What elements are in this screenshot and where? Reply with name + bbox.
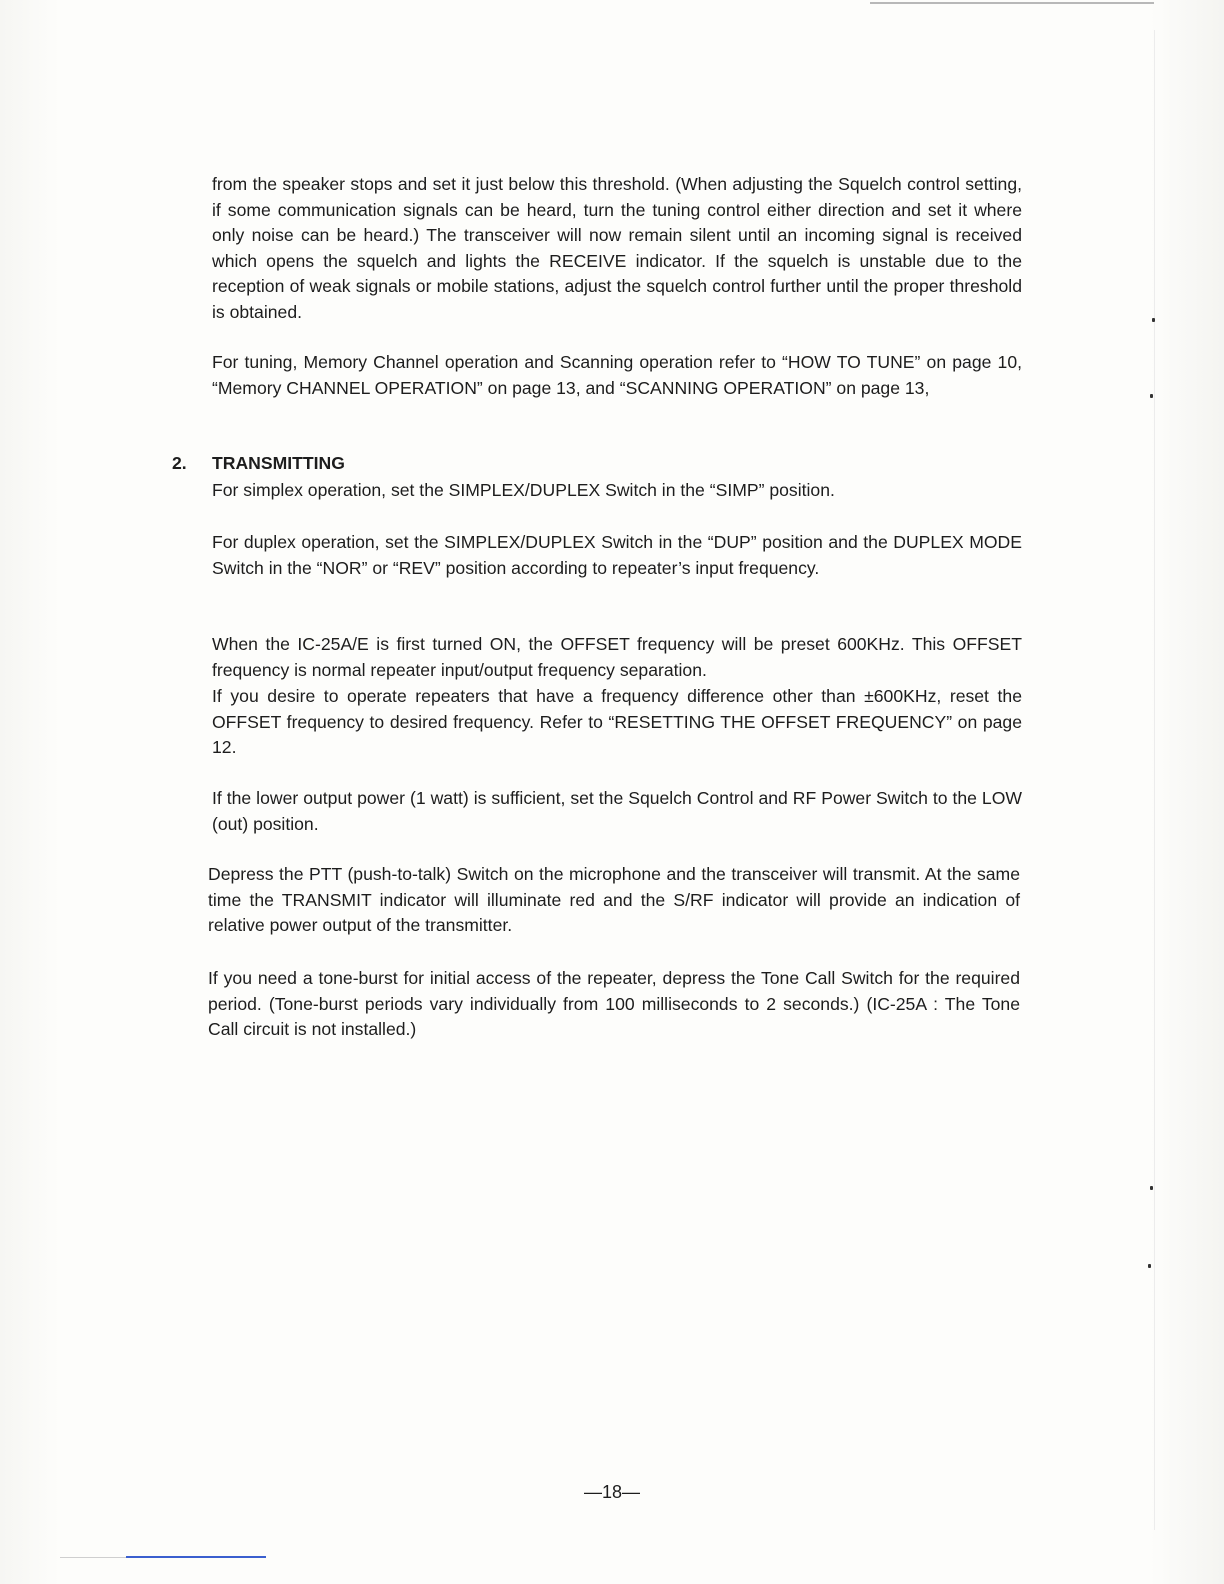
paragraph-ptt-transmit: Depress the PTT (push-to-talk) Switch on the microphone and the transceiver will transmit. At the same time the TRANSMIT indicator will illuminate red and the S/RF indicator will provide an indication of relative power output of the transmitter.: [208, 864, 1020, 936]
paragraph-tone-burst: If you need a tone-burst for initial access of the repeater, depress the Tone Call Switch for the required period. (Tone-burst periods vary individually from 100 milliseconds to 2 seconds.) (IC-25A : The Tone Call circuit is not installed.): [208, 968, 1020, 1040]
scan-speck: [1150, 394, 1153, 398]
section-title: TRANSMITTING: [212, 453, 345, 473]
paragraph-low-power: If the lower output power (1 watt) is sufficient, set the Squelch Control and RF Power Switch to the LOW (out) position.: [212, 788, 1022, 834]
scan-speck: [1152, 318, 1155, 322]
paragraph-squelch-threshold: from the speaker stops and set it just below this threshold. (When adjusting the Squelch control setting, if some communication signals can be heard, turn the tuning control either direction and set it where only noise can be heard.) The transceiver will now remain silent until an incoming signal is received which opens the squelch and lights the RECEIVE indicator. If the squelch is unstable due to the reception of weak signals or mobile stations, adjust the squelch control further until the proper threshold is obtained.: [212, 174, 1022, 322]
paragraph-offset-reset: If you desire to operate repeaters that have a frequency difference other than ±600KHz, reset the OFFSET frequency to desired frequency. Refer to “RESETTING THE OFFSET FREQUENCY” on page 12.: [212, 686, 1022, 758]
page-number: —18—: [583, 1482, 641, 1502]
paragraph-duplex: For duplex operation, set the SIMPLEX/DUPLEX Switch in the “DUP” position and the DUPLEX MODE Switch in the “NOR” or “REV” position according to repeater’s input frequency.: [212, 532, 1022, 578]
paragraph-simplex: For simplex operation, set the SIMPLEX/DUPLEX Switch in the “SIMP” position.: [212, 480, 835, 500]
paragraph-tuning-reference: For tuning, Memory Channel operation and Scanning operation refer to “HOW TO TUNE” on page 10, “Memory CHANNEL OPERATION” on page 13, and “SCANNING OPERATION” on page 13,: [212, 352, 1022, 398]
scan-edge-line-bottom-faint: [60, 1557, 126, 1558]
scan-edge-line-right: [1154, 30, 1155, 1530]
scan-speck: [1148, 1264, 1151, 1268]
section-number: 2.: [172, 453, 187, 473]
scan-edge-line-bottom: [126, 1556, 266, 1558]
scan-speck: [1150, 1186, 1153, 1190]
paragraph-offset-preset: When the IC-25A/E is first turned ON, the OFFSET frequency will be preset 600KHz. This OFFSET frequency is normal repeater input/output frequency separation.: [212, 634, 1022, 680]
scan-edge-line-top: [870, 2, 1154, 4]
section-heading-transmitting: [172, 451, 345, 477]
